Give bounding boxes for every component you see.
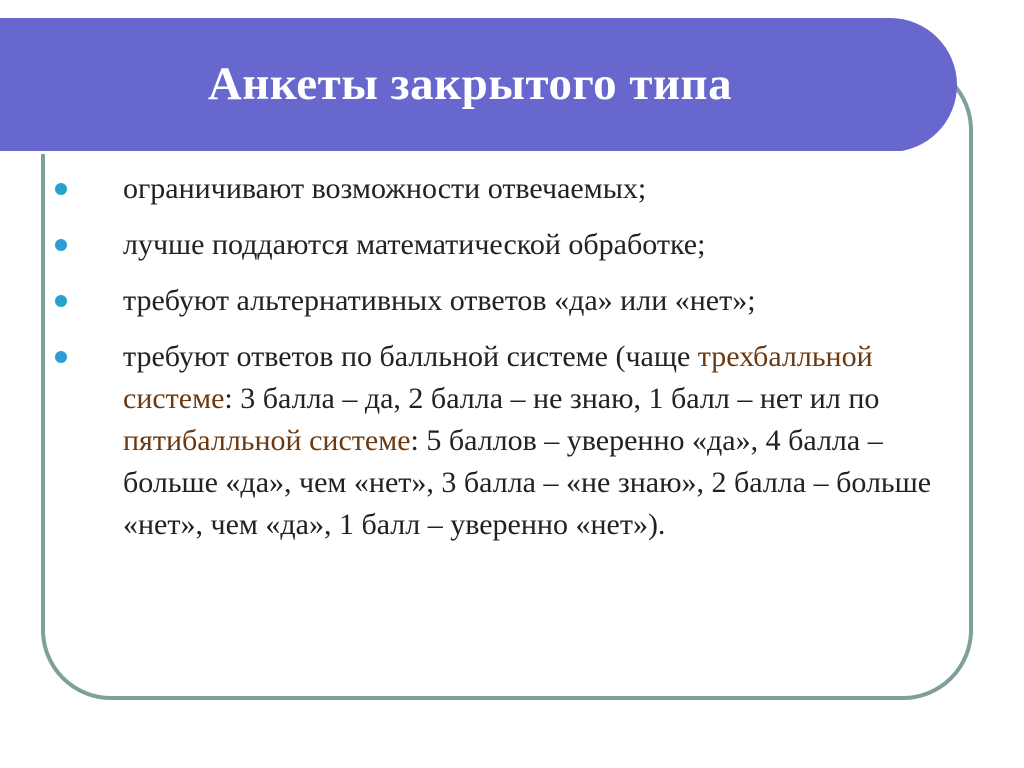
bullet-item — [55, 224, 955, 266]
bullet-item — [55, 280, 955, 322]
slide-title: Анкеты закрытого типа — [207, 58, 733, 110]
highlight-term: трехбалльной системе — [123, 340, 873, 415]
bullet-text: требуют альтернативных ответов «да» или «нет»; — [123, 284, 756, 317]
bullet-list — [55, 168, 955, 560]
bullet-dot-icon — [55, 239, 67, 251]
bullet-text: ограничивают возможности отвечаемых; — [123, 172, 647, 205]
bullet-dot-icon — [55, 295, 67, 307]
bullet-item — [55, 336, 955, 546]
title-underline — [0, 151, 905, 154]
bullet-text: лучше поддаются математической обработке; — [123, 228, 706, 261]
highlight-term: пятибалльной системе — [123, 424, 411, 457]
bullet-dot-icon — [55, 183, 67, 195]
bullet-text-part: требуют ответов по балльной системе (чаще — [123, 340, 698, 373]
bullet-dot-icon — [55, 351, 67, 363]
bullet-text-part: : 3 балла – да, 2 балла – не знаю, 1 балл – нет ил по — [224, 382, 880, 415]
bullet-text-part: : 5 баллов – уверенно «да», 4 балла – больше «да», чем «нет», 3 балла – «не знаю», 2 балла – больше «нет», чем «да», 1 балл – уверенно «нет»). — [123, 424, 932, 541]
bullet-item — [55, 168, 955, 210]
